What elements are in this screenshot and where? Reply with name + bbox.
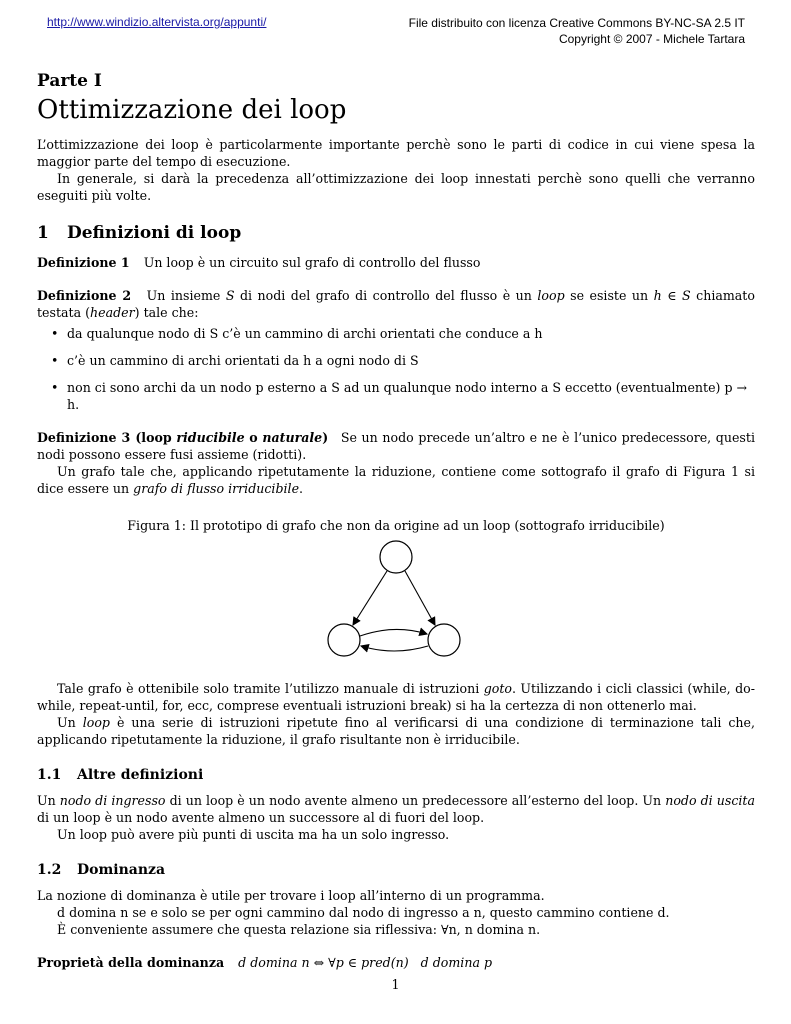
- list-item: • non ci sono archi da un nodo p esterno a S ad un qualunque nodo interno a S eccetto (eventualmente) p → h.: [67, 379, 755, 413]
- text-run: di nodi del grafo di controllo del flusso è un: [239, 288, 532, 303]
- paragraph: È conveniente assumere che questa relazione sia riflessiva: ∀n, n domina n.: [57, 922, 541, 937]
- definition-label: Definizione 3 (loop: [37, 430, 172, 445]
- irreducible-graph-diagram: [316, 540, 476, 662]
- copyright-line: Copyright © 2007 - Michele Tartara: [558, 32, 745, 46]
- text-run: ) tale che:: [134, 305, 199, 320]
- subsection-title: Altre definizioni: [77, 767, 204, 783]
- paragraph: [37, 792, 755, 826]
- definition-3: [37, 429, 755, 463]
- emphasis: nodo di ingresso: [59, 793, 166, 808]
- definition-list: [37, 325, 755, 413]
- definition-1: [37, 254, 755, 271]
- definition-label: Definizione 1: [37, 255, 130, 270]
- header-license: [409, 15, 745, 47]
- property: [37, 954, 755, 971]
- list-item: • c’è un cammino di archi orientati da h a ogni nodo di S: [67, 352, 755, 369]
- math-symbol: S: [225, 288, 235, 303]
- section-heading: [37, 222, 755, 244]
- paragraph: [37, 463, 755, 497]
- subsection-heading: [37, 861, 755, 879]
- paragraph: Un loop può avere più punti di uscita ma ha un solo ingresso.: [57, 827, 450, 842]
- definition-label: ): [322, 430, 329, 445]
- graph-node-right: [428, 624, 460, 656]
- figure-caption: Figura 1: Il prototipo di grafo che non da origine ad un loop (sottografo irriducibile): [127, 518, 665, 533]
- part-number: Parte I: [37, 71, 102, 91]
- header-url-link[interactable]: http://www.windizio.altervista.org/appunti/: [47, 15, 267, 29]
- definition-text: Se un nodo precede un’altro e ne è l’unico predecessore, questi nodi possono essere fusi assieme (ridotti).: [37, 430, 755, 462]
- section-title: Definizioni di loop: [67, 223, 242, 243]
- property-label: Proprietà della dominanza: [37, 955, 225, 970]
- text-run: Un: [37, 793, 56, 808]
- part-title: Ottimizzazione dei loop: [37, 95, 347, 125]
- text-run: Un: [57, 715, 76, 730]
- text-run: . Utilizzando i cicli classici (while, do-while, repeat-until, for, ecc, comprese eventuali istruzioni break) si ha la certezza di non ottenerlo mai.: [37, 681, 755, 713]
- paragraph: La nozione di dominanza è utile per trovare i loop all’interno di un programma.: [37, 888, 545, 903]
- page-number: 1: [391, 977, 400, 992]
- definition-text: Un loop è un circuito sul grafo di controllo del flusso: [143, 255, 481, 270]
- text-run: .: [299, 481, 304, 496]
- text-run: di un loop è un nodo avente almeno un successore al di fuori del loop.: [37, 810, 485, 825]
- definition-label: Definizione 2: [37, 288, 132, 303]
- emphasis: goto: [483, 681, 512, 696]
- paragraph: d domina n se e solo se per ogni cammino dal nodo di ingresso a n, questo cammino contiene d.: [57, 905, 670, 920]
- emphasis: grafo di flusso irriducibile: [133, 481, 300, 496]
- subsection-number: 1.2: [37, 862, 62, 878]
- figure: [37, 517, 755, 666]
- text-run: chiamato testata (: [37, 288, 755, 320]
- intro-paragraph: L’ottimizzazione dei loop è particolarmente importante perchè sono le parti di codice in cui viene spesa la maggior parte del tempo di esecuzione.: [37, 137, 755, 169]
- emphasis: loop: [82, 715, 110, 730]
- document-body: [37, 70, 755, 971]
- math-symbol: h ∈ S: [653, 288, 691, 303]
- emphasis: header: [90, 305, 135, 320]
- definition-2: [37, 287, 755, 321]
- graph-edge: [361, 646, 428, 651]
- property-formula: d domina n ⇔ ∀p ∈ pred(n) d domina p: [238, 955, 493, 970]
- text-run: Tale grafo è ottenibile solo tramite l’utilizzo manuale di istruzioni: [57, 681, 480, 696]
- intro-paragraph-2: In generale, si darà la precedenza all’ottimizzazione dei loop innestati perchè sono quelli che verranno eseguiti più volte.: [37, 171, 755, 203]
- paragraph: [37, 714, 755, 748]
- graph-edge: [353, 571, 387, 625]
- emphasis: nodo di uscita: [665, 793, 755, 808]
- emphasis: riducibile: [176, 430, 245, 445]
- license-line: File distribuito con licenza Creative Commons BY-NC-SA 2.5 IT: [408, 16, 745, 30]
- graph-node-left: [328, 624, 360, 656]
- graph-edge: [360, 629, 427, 636]
- subsection-title: Dominanza: [77, 862, 166, 878]
- text-run: se esiste un: [570, 288, 649, 303]
- emphasis: loop: [537, 288, 565, 303]
- subsection-heading: [37, 766, 755, 784]
- graph-node-top: [380, 541, 412, 573]
- paragraph: [37, 680, 755, 714]
- section-number: 1: [37, 223, 49, 243]
- list-item: • da qualunque nodo di S c’è un cammino di archi orientati che conduce a h: [67, 325, 755, 342]
- text-run: di un loop è un nodo avente almeno un predecessore all’esterno del loop. Un: [169, 793, 662, 808]
- definition-label: o: [249, 430, 258, 445]
- emphasis: naturale: [262, 430, 323, 445]
- text-run: Un insieme: [146, 288, 221, 303]
- text-run: Un grafo tale che, applicando ripetutamente la riduzione, contiene come sottografo il grafo di Figura 1 si dice essere un: [37, 464, 755, 496]
- graph-edge: [405, 571, 435, 625]
- subsection-number: 1.1: [37, 767, 62, 783]
- text-run: è una serie di istruzioni ripetute fino al verificarsi di una condizione di terminazione tali che, applicando ripetutamente la riduzione, il grafo risultante non è irriducibile.: [37, 715, 755, 747]
